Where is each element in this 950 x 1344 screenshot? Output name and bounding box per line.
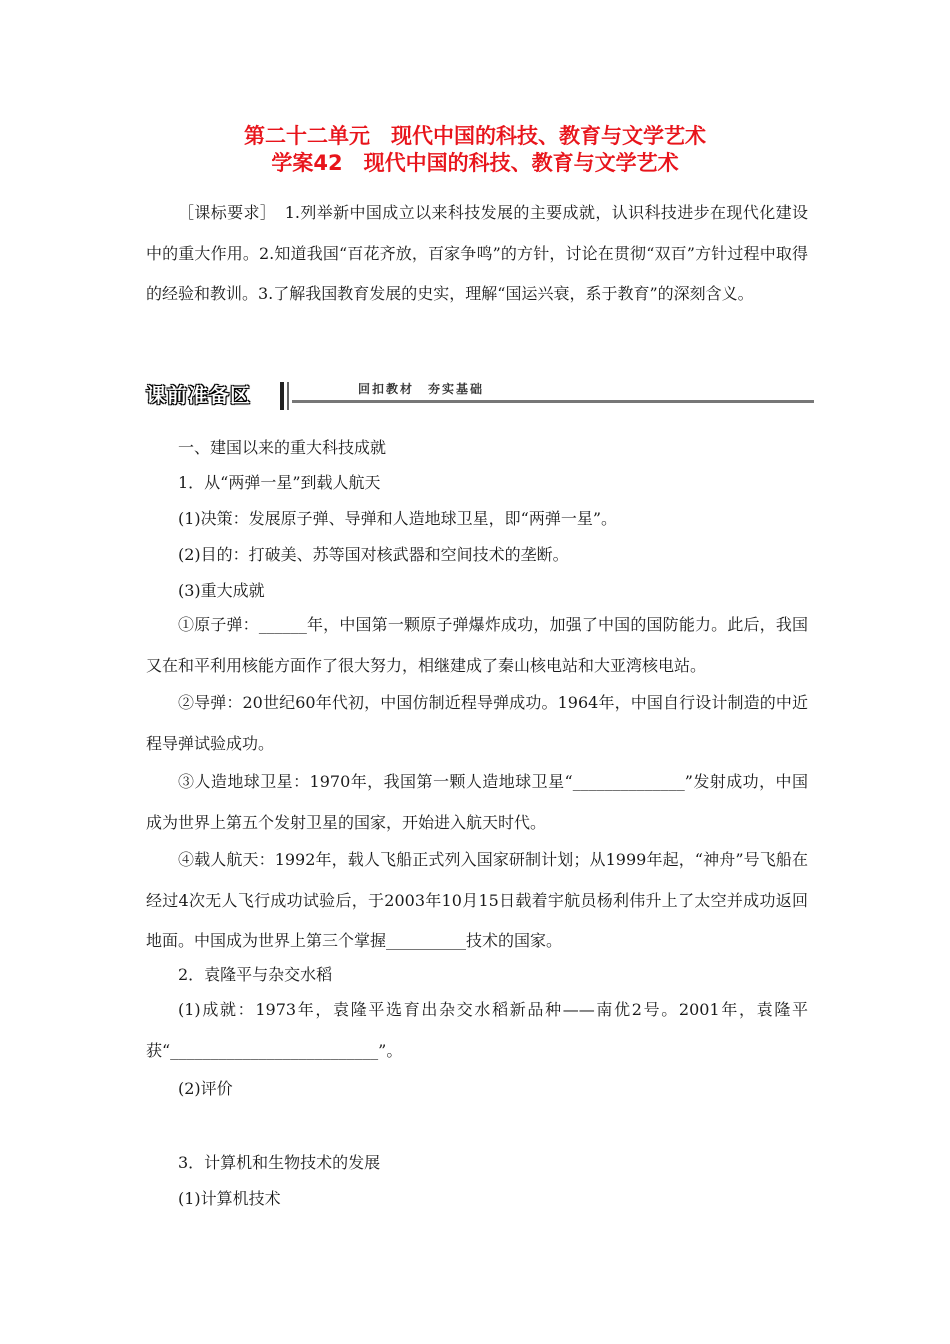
banner-label: 课前准备区 [146,383,251,407]
satellite-paragraph: ③人造地球卫星：1970年，我国第一颗人造地球卫星“______________”发射成功，中国成为世界上第五个发射卫星的国家，开始进入航天时代。 [146,772,808,832]
section-heading: 一、建国以来的重大科技成就 [178,438,387,457]
item-2-2: (2)评价 [178,1079,233,1098]
item-heading-2: 2．袁隆平与杂交水稻 [178,965,333,984]
missile-paragraph: ②导弹：20世纪60年代初，中国仿制近程导弹成功。1964年，中国自行设计制造的中近程导弹试验成功。 [146,693,808,753]
item-heading-3: 3．计算机和生物技术的发展 [178,1153,381,1172]
unit-title: 第二十二单元 现代中国的科技、教育与文学艺术 [244,124,706,148]
item-2-1: (1)成就：1973年，袁隆平选育出杂交水稻新品种——南优2号。2001年，袁隆平获“__________________________”。 [146,1000,808,1060]
banner-divider [280,382,284,410]
item-1-3: (3)重大成就 [178,581,265,600]
item-1-2: (2)目的：打破美、苏等国对核武器和空间技术的垄断。 [178,545,569,564]
item-3-1: (1)计算机技术 [178,1189,281,1208]
atom-bomb-paragraph: ①原子弹：______年，中国第一颗原子弹爆炸成功，加强了中国的国防能力。此后，我国又在和平利用核能方面作了很大努力，相继建成了秦山核电站和大亚湾核电站。 [146,615,808,675]
curriculum-requirements: ［课标要求］ 1.列举新中国成立以来科技发展的主要成就，认识科技进步在现代化建设中的重大作用。2.知道我国“百花齐放，百家争鸣”的方针，讨论在贯彻“双百”方针过程中取得的经验和教训。3.了解我国教育发展的史实，理解“国运兴衰，系于教育”的深刻含义。 [146,203,808,303]
banner-subtitle: 回扣教材 夯实基础 [358,382,485,396]
banner-divider-thin [287,382,289,410]
section-banner [146,378,814,412]
item-heading-1: 1．从“两弹一星”到载人航天 [178,473,381,492]
banner-rule [292,400,814,403]
lesson-title: 学案42 现代中国的科技、教育与文学艺术 [271,151,679,175]
item-1-1: (1)决策：发展原子弹、导弹和人造地球卫星，即“两弹一星”。 [178,509,618,528]
spaceflight-paragraph: ④载人航天：1992年，载人飞船正式列入国家研制计划；从1999年起，“神舟”号飞船在经过4次无人飞行成功试验后，于2003年10月15日载着宇航员杨利伟升上了太空并成功返回地面。中国成为世界上第三个掌握__________技术的国家。 [146,850,808,950]
